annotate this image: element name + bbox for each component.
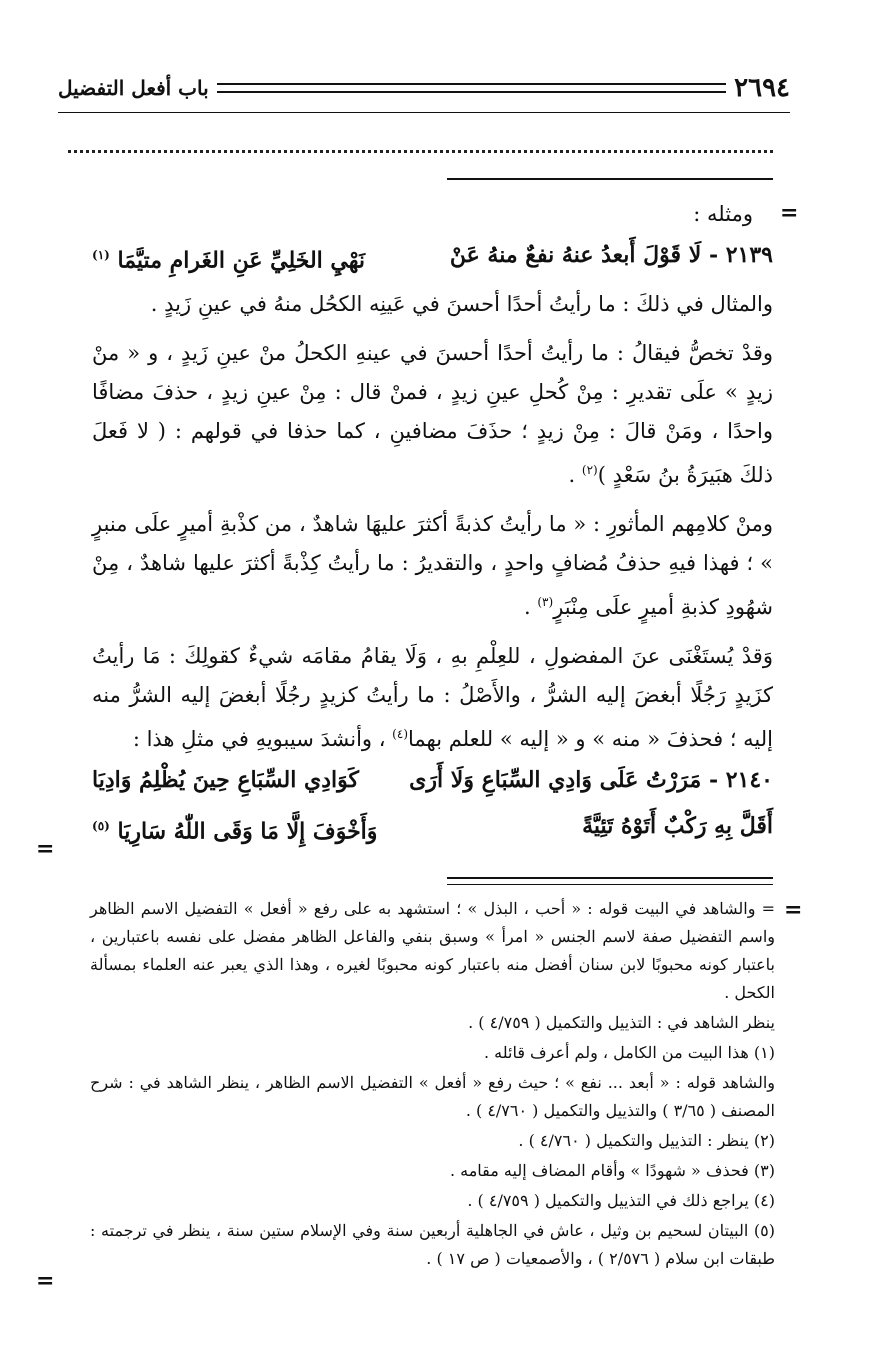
paragraph-text: . [568, 463, 582, 488]
footnote-ref: (٤) [392, 727, 408, 742]
verse-text: وَأَخْوَفَ إِلَّا مَا وَقَى اللّٰهُ سَارِيَا [117, 818, 378, 845]
footnote-ref: (٥) [92, 819, 110, 834]
verse-number: ٢١٣٩ - [708, 242, 773, 268]
footnote: (١) هذا البيت من الكامل ، ولم أعرف قائله . [483, 1043, 775, 1062]
footnote: = والشاهد في البيت قوله : « أحب ، البذل » ؛ استشهد به على رفع « أفعل » التفضيل الاسم الظاهر واسم التفضيل صفة لاسم الجنس « امرأ » وسبق بنفي والفاعل الظاهر مفضل على نفسه باعتبارين ، باعتبار كونه محبوبًا لابن سنان أفضل منه باعتبار كونه محبوبًا لغيره ، وهذا الذي يعبر عنه العلماء بمسألة الكحل . [90, 899, 775, 1002]
chapter-title: باب أفعل التفضيل [58, 76, 209, 100]
continuation-mark: = [780, 200, 799, 226]
continuation-mark: = [36, 1268, 55, 1294]
verse-second-hemistich [92, 234, 365, 281]
footnote-separator [447, 877, 773, 885]
footnote: والشاهد قوله : « أبعد ... نفع » ؛ حيث رفع « أفعل » التفضيل الاسم الظاهر ، ينظر الشاهد في : شرح المصنف ( ٣/٦٥ ) والتذييل والتكميل ( ٤/٧٦٠ ) . [90, 1073, 775, 1120]
page-number: ٢٦٩٤ [734, 73, 790, 103]
verse-2140-line-2 [92, 805, 773, 852]
verse-2139 [92, 234, 773, 281]
dotted-separator [68, 150, 773, 153]
paragraph-text: ، وأنشدَ سيبويهِ في مثلِ هذا : [132, 727, 393, 752]
verse-number: ٢١٤٠ - [708, 767, 773, 794]
verse-text: مَرَرْتُ عَلَى وَادِي السِّبَاعِ وَلَا أَرَى [409, 767, 702, 794]
footnote: ينظر الشاهد في : التذييل والتكميل ( ٤/٧٥٩ ) . [468, 1013, 775, 1032]
verse-first-hemistich [409, 759, 773, 801]
header-underline [58, 112, 790, 113]
footnote-ref: (٢) [581, 463, 598, 478]
verse-first-hemistich: أَقَلَّ بِهِ رَكْبٌ أَتَوْهُ تَئِيَّةً [582, 813, 773, 840]
verse-text: نَهْيِ الخَلِيِّ عَنِ الغَرامِ متيَّمَا [117, 247, 366, 274]
verse-second-hemistich: كَوَادِي السِّبَاعِ حِينَ يُظْلِمُ وَادِيَا [92, 767, 359, 794]
verse-second-hemistich [92, 805, 377, 852]
footnote: (٥) البيتان لسحيم بن وثيل ، عاش في الجاهلية أربعين سنة وفي الإسلام ستين سنة ، ينظر في ترجمته : طبقات ابن سلام ( ٢/٥٧٦ ) ، والأصمعيات ( ص ١٧ ) . [90, 1221, 775, 1268]
footnote: (٤) يراجع ذلك في التذييل والتكميل ( ٤/٧٥٩ ) . [467, 1191, 775, 1210]
continuation-mark: = [36, 836, 55, 862]
footnote: (٣) فحذف « شهودًا » وأقام المضاف إليه مقامه . [449, 1161, 775, 1180]
footnote: (٢) ينظر : التذييل والتكميل ( ٤/٧٦٠ ) . [518, 1131, 775, 1150]
page-header [58, 68, 790, 108]
header-double-rule [217, 83, 726, 93]
paragraph-text: . [524, 595, 538, 620]
verse-2140-line-1 [92, 759, 773, 801]
paragraph-text: وَقدْ يُستَغْنَى عنَ المفضولِ ، للعِلْمِ بهِ ، وَلَا يقامُ مقامَه شيءٌ كقولِكَ : مَا رأيتُ كزَيدٍ رَجُلًا أبغضَ إليه الشرُّ ، والأَصْلُ : ما رأيتُ كزيدٍ رجُلًا أبغضَ إليه الشرُّ منه إليه ؛ فحذفَ « منه » و « إليه » للعلم بهما [92, 644, 773, 752]
footnote-ref: (٣) [537, 595, 554, 610]
section-rule [447, 178, 773, 180]
paragraph [92, 505, 773, 627]
verse-text: لَا قَوْلَ أَبعدُ عنهُ نفعٌ منهُ عَنْ [449, 242, 702, 268]
footnotes [90, 895, 775, 1275]
footnote-ref: (١) [92, 248, 110, 262]
paragraph-text: ومنْ كلامِهم المأثورِ : « ما رأيتُ كذبةً أكثرَ عليهَا شاهدٌ ، من كذْبةِ أميرٍ علَى منبرٍ » ؛ فهذا فيهِ حذفُ مُضافٍ واحدٍ ، والتقديرُ : ما رأيتُ كِذْبةً أكثرَ عليها شاهدٌ ، مِنْ شهُودِ كذبةِ أميرٍ علَى مِنْبَرٍ [92, 512, 773, 620]
verse-first-hemistich [450, 234, 773, 281]
paragraph: والمثال في ذلكَ : ما رأيتُ أحدًا أحسنَ في عَينِه الكحُل منهُ في عينِ زَيدٍ . [150, 292, 773, 317]
paragraph [92, 637, 773, 759]
intro-line: ومثله : [693, 202, 753, 226]
main-text [92, 195, 773, 857]
paragraph-text: وقدْ تخصُّ فيقالُ : ما رأيتُ أحدًا أحسنَ في عينهِ الكحلُ منْ عينِ زَيدٍ ، و « منْ زيدٍ » علَى تقديرِ : مِنْ كُحلِ عينِ زيدٍ ، فمنْ قال : مِنْ عينِ زيدٍ ، حذفَ مضافًا واحدًا ، ومَنْ قالَ : مِنْ زيدٍ ؛ حذَفَ مضافينِ ، كما حذفا في قولهم : ( لا فَعلَ ذلكَ هبَيرَةُ بنُ سَعْدٍ ) [92, 341, 773, 488]
continuation-mark: = [784, 897, 803, 923]
paragraph [92, 334, 773, 495]
